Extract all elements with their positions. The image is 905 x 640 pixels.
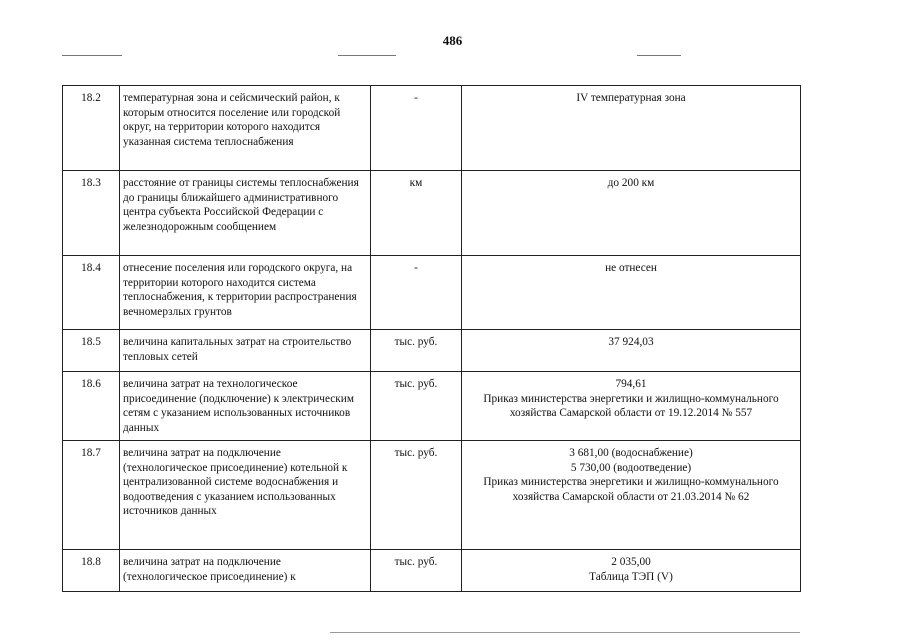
parameter-unit: - <box>371 86 462 171</box>
row-number: 18.7 <box>63 441 120 550</box>
parameter-value <box>462 372 801 441</box>
parameter-name: температурная зона и сейсмический район, к которым относится поселение или городской округ, на территории которого находится указанная система теплоснабжения <box>120 86 371 171</box>
parameter-unit: тыс. руб. <box>371 550 462 592</box>
table-row <box>63 171 801 256</box>
parameter-value-line: до 200 км <box>607 177 655 189</box>
parameter-value-line: 794,61 <box>615 378 647 390</box>
parameter-unit: - <box>371 256 462 330</box>
parameter-value <box>462 86 801 171</box>
row-number: 18.8 <box>63 550 120 592</box>
parameter-value-line: 37 924,03 <box>608 336 654 348</box>
table-row <box>63 330 801 372</box>
parameter-value-line: 5 730,00 (водоотведение) <box>570 461 692 474</box>
parameter-value-line: Таблица ТЭП (V) <box>589 570 673 583</box>
parameter-name: величина затрат на технологическое присоединение (подключение) к электрическим сетям с указанием использованных источников данных <box>120 372 371 441</box>
parameter-unit: км <box>371 171 462 256</box>
parameter-unit: тыс. руб. <box>371 441 462 550</box>
parameters-table <box>62 85 801 592</box>
row-number: 18.4 <box>63 256 120 330</box>
parameter-value <box>462 171 801 256</box>
parameter-name: расстояние от границы системы теплоснабжения до границы ближайшего административного центра субъекта Российской Федерации с железнодорожным сообщением <box>120 171 371 256</box>
scan-artifact-bottom <box>330 632 800 633</box>
scan-artifact-right <box>637 55 681 56</box>
scan-artifact-left <box>62 55 122 56</box>
parameter-name: величина затрат на подключение (технологическое присоединение) котельной к централизованной системе водоснабжения и водоотведения с указанием использованных источников данных <box>120 441 371 550</box>
page-number: 486 <box>442 33 463 48</box>
parameter-name: отнесение поселения или городского округа, на территории которого находится система теплоснабжения, к территории распространения вечномерзлых грунтов <box>120 256 371 330</box>
parameter-value <box>462 550 801 592</box>
parameter-value <box>462 441 801 550</box>
table-row <box>63 441 801 550</box>
table-row <box>63 550 801 592</box>
row-number: 18.2 <box>63 86 120 171</box>
table-row <box>63 86 801 171</box>
parameter-unit: тыс. руб. <box>371 330 462 372</box>
parameter-value-line: Приказ министерства энергетики и жилищно-коммунального хозяйства Самарской области от 19.12.2014 № 557 <box>483 392 779 419</box>
parameter-unit: тыс. руб. <box>371 372 462 441</box>
row-number: 18.6 <box>63 372 120 441</box>
parameter-name: величина капитальных затрат на строительство тепловых сетей <box>120 330 371 372</box>
scan-artifact-center <box>338 55 396 56</box>
row-number: 18.3 <box>63 171 120 256</box>
parameter-value-line: IV температурная зона <box>576 92 686 104</box>
parameter-value-line: не отнесен <box>605 262 657 274</box>
row-number: 18.5 <box>63 330 120 372</box>
parameter-value <box>462 256 801 330</box>
parameter-value-line: 2 035,00 <box>611 556 651 568</box>
table-row <box>63 256 801 330</box>
parameter-name: величина затрат на подключение (технологическое присоединение) к <box>120 550 371 592</box>
parameter-value-line: 3 681,00 (водоснабжение) <box>569 447 693 459</box>
table-row <box>63 372 801 441</box>
parameter-value <box>462 330 801 372</box>
parameter-value-line: Приказ министерства энергетики и жилищно-коммунального хозяйства Самарской области от 21.03.2014 № 62 <box>483 476 779 503</box>
